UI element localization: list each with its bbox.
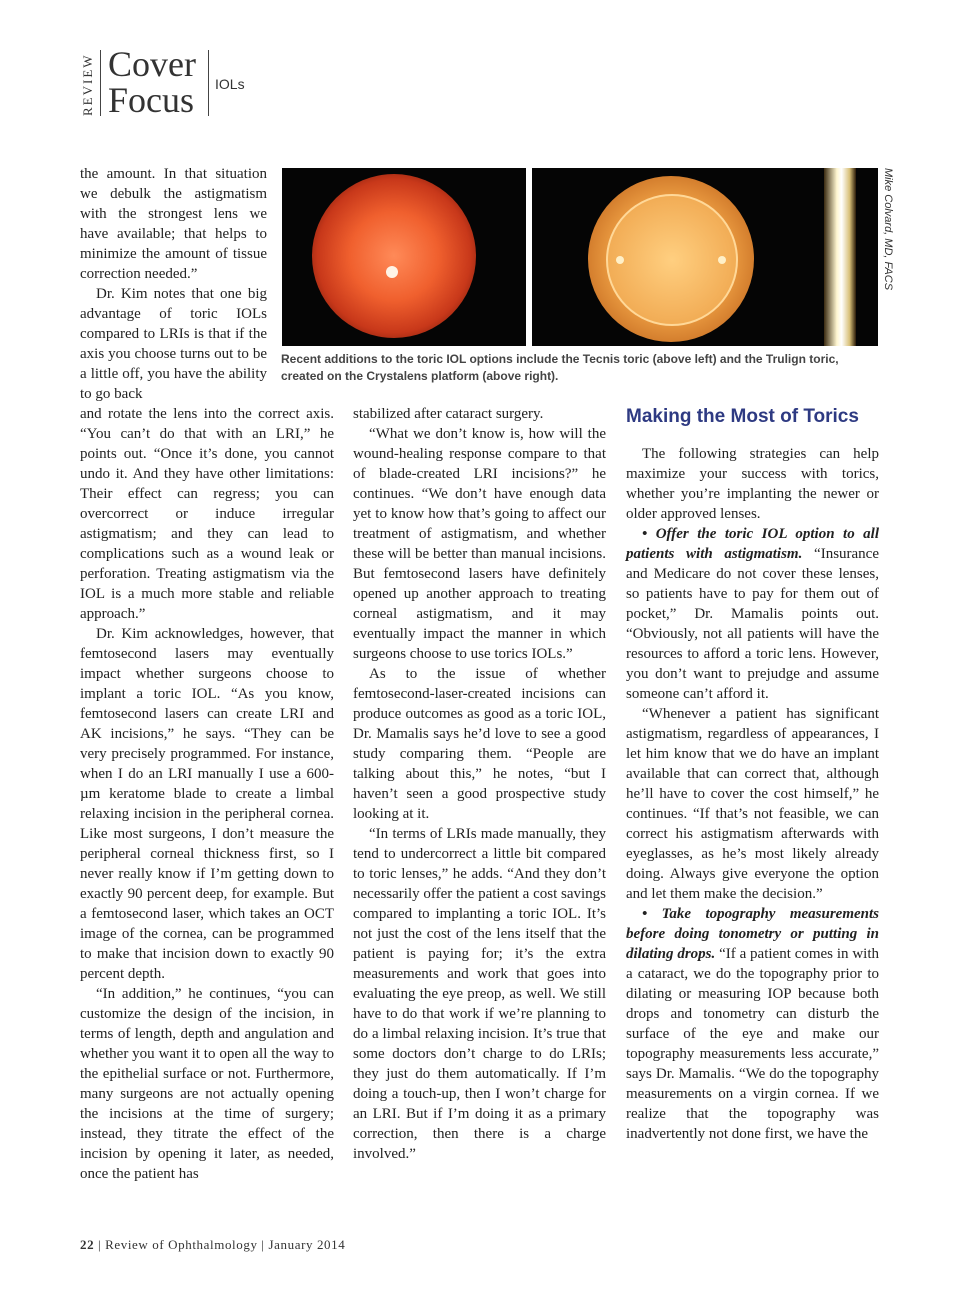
red-reflex-pupil-lens [588,176,754,342]
paragraph: “In terms of LRIs made manually, they tend to undercorrect a little bit compared to toric lenses,” he adds. “And they don’t necessarily offer the patient a cost savings compared to implanting a toric IOL. It’s not just the cost of the lens itself that the patient is paying for; it’s the extra measurements and work that goes into evaluating the eye preop, as well. We still have to do that work if we’re planning to do a limbal relaxing incision. It’s true that some doctors don’t charge to do LRIs; they just do them automatically. If I’m doing a touch-up, then I won’t charge for an LRI. But if I’m doing it as a primary correction, then there is a charge involved.” [353,826,606,1162]
paragraph: Dr. Kim acknowledges, however, that femtosecond lasers may eventually impact whether surgeons choose to implant a toric IOL. “As you know, femtosecond lasers can create LRI and AK incisions,” he says. “They can be very precisely programmed. For instance, when I do an LRI manually I use a 600-µm keratome blade to create a limbal relaxing incision in the peripheral cornea. Like most surgeons, I don’t measure the peripheral corneal thickness first, so I never really know if I’m getting down to exactly 90 percent deep, for example. But a femtosecond laser, which takes an OCT image of the cornea, can be programmed to make that incision down to exactly 90 percent depth. [80,626,334,982]
column-1-top [80,164,267,404]
page-number: 22 [80,1237,95,1252]
bullet-paragraph [626,524,879,704]
paragraph: stabilized after cataract surgery. [353,406,544,422]
paragraph: As to the issue of whether femtosecond-laser-created incisions can produce outcomes as good as a toric IOL, Dr. Mamalis says he’d love to see a good study comparing them. “People are talking about this,” he notes, “but I haven’t seen a good prospective study looking at it. [353,666,606,822]
page-footer [80,1237,345,1253]
bullet-paragraph [626,904,879,1144]
column-2 [353,404,606,1164]
section-title-line2: Focus [108,80,195,120]
paragraph: and rotate the lens into the correct axis. “You can’t do that with an LRI,” he points out. “Once it’s done, you cannot undo it. And they have other limitations: Their effect can regress; you can overcorrect or induce irregular astigmatism; and they can lead to complications such as a wound leak or perforation. Treating astigmatism via the IOL is a much more stable and reliable approach.” [80,406,334,622]
bullet-text: “If a patient comes in with a cataract, we do the topography prior to dilating or measuring IOP because both drops and tonometry can disturb the surface of the eye and make our topography measurements less accurate,” says Dr. Mamalis. “We do the topography measurements on a virgin cornea. If we realize that the topography was inadvertently not done first, we have the [626,946,879,1142]
column-1-bottom [80,404,334,1184]
sidebar-heading: Making the Most of Torics [626,406,859,427]
paragraph: The following strategies can help maximize your success with torics, whether you’re implanting the newer or older approved lenses. [626,446,879,522]
figure-caption: Recent additions to the toric IOL options include the Tecnis toric (above left) and the Trulign toric, created on the Crystalens platform (above right). [281,352,839,383]
paragraph: the amount. In that situation we debulk the astigmatism with the strongest lens we have available; that helps to minimize the amount of tissue correction needed.” [80,166,267,282]
section-title [108,46,196,118]
header-divider-right [208,50,209,116]
footer-separator: | [94,1237,106,1252]
red-reflex-pupil [312,174,476,338]
bullet-text: “Insurance and Medicare do not cover these lenses, so patients have to pay for them out of pocket,” Dr. Mamalis points out. “Obviously, not all patients will have the resources to afford a toric lens. However, you don’t want to prejudge and assume someone can’t afford it. [626,546,879,702]
paragraph: “Whenever a patient has significant astigmatism, regardless of appearances, I let him know that we do have an implant available that can correct that, although he’ll have to cover the cost himself,” he continues. “If that’s not feasible, we can correct his astigmatism afterwards with eyeglasses, as he’s most likely already doing. Always give everyone the option and let them make the decision.” [626,706,879,902]
bullet-lead: • Take topography measurements before doing tonometry or putting in dilating drops. [626,906,879,962]
section-topic: IOLs [215,76,245,92]
photo-credit: Mike Colvard, MD, FACS [882,168,894,291]
paragraph: “What we don’t know is, how will the wound-healing response compare to that of blade-created LRI incisions?” he continues. “We don’t have enough data yet to know how that’s going to affect our treatment of astigmatism, and whether these will be better than manual incisions. But femtosecond lasers have definitely opened up another approach to treating corneal astigmatism, and it may eventually impact the manner in which surgeons choose to use torics IOLs.” [353,426,606,662]
bullet-lead: • Offer the toric IOL option to all patients with astigmatism. [626,526,879,562]
issue-date: January 2014 [268,1237,346,1252]
section-title-line1: Cover [108,44,196,84]
section-label: REVIEW [80,53,95,116]
photo-trulign-toric [532,168,878,346]
photo-tecnis-toric [282,168,526,346]
magazine-name: Review of Ophthalmology [105,1237,258,1252]
paragraph: Dr. Kim notes that one big advantage of toric IOLs compared to LRIs is that if the axis you choose turns out to be a little off, you have the ability to go back [80,286,267,402]
paragraph: “In addition,” he continues, “you can customize the design of the incision, in terms of length, depth and angulation and whether you want it to open all the way to the epithelial surface or not. Furthermore, many surgeons are not actually opening the incisions at the time of surgery; instead, they titrate the effect of the incision by opening it later, as needed, once the patient has [80,986,334,1182]
slit-lamp-beam [824,168,856,346]
column-3 [626,444,879,1144]
footer-separator: | [257,1237,269,1252]
header-divider-left [100,50,101,116]
